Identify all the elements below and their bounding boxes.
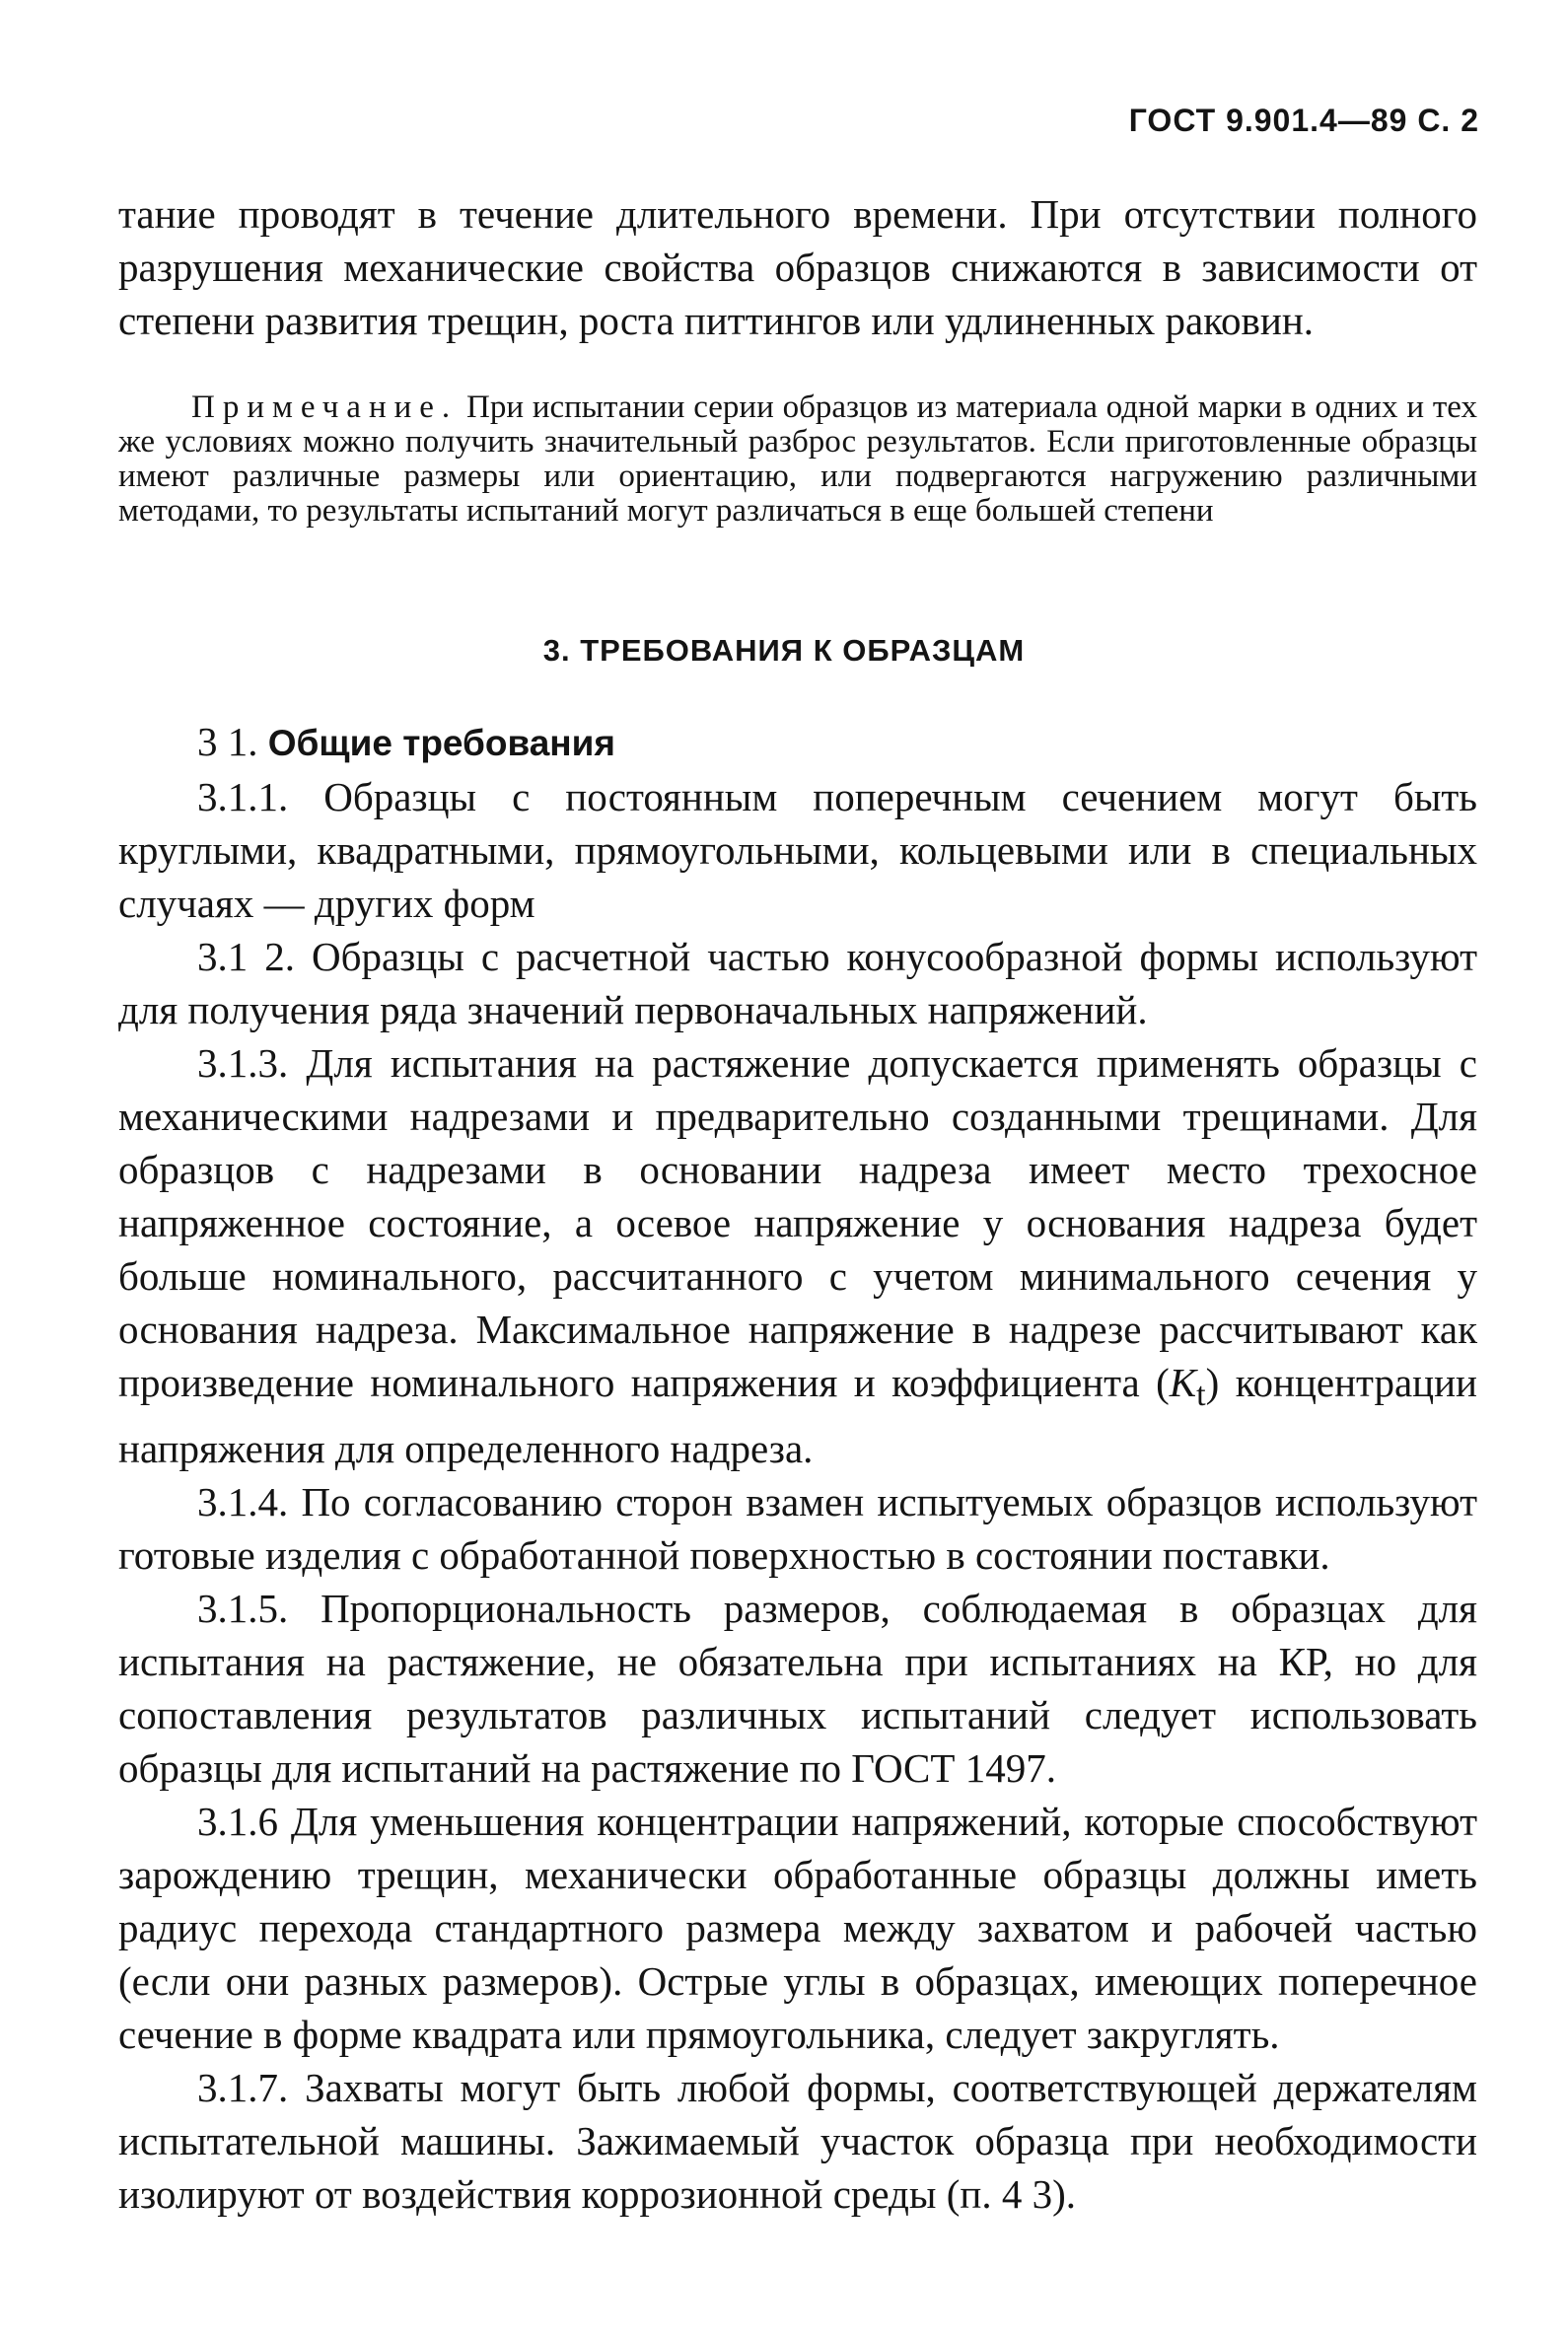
- clause-3-1-5: [118, 1582, 1477, 1795]
- clause-number: 3.1.3.: [197, 1040, 289, 1086]
- section-title: 3. ТРЕБОВАНИЯ К ОБРАЗЦАМ: [542, 633, 1026, 668]
- clause-text: Образцы с постоянным поперечным сечением могут быть круглыми, квадратными, прямоугольными, кольцевыми или в специальных случаях — других форм: [118, 774, 1477, 926]
- clause-text-part-b: ) концентрации напряжения для определенного надреза.: [118, 1360, 1478, 1472]
- intro-paragraph: тание проводят в течение длительного времени. При отсутствии полного разрушения механические свойства образцов снижаются в зависимости от степени развития трещин, роста питтингов или удлиненных раковин.: [118, 191, 1477, 343]
- note-paragraph: [118, 390, 1477, 529]
- clause-3-1-6: [118, 1795, 1477, 2061]
- clause-text: Захваты могут быть любой формы, соответствующей держателям испытательной машины. Зажимаемый участок образца при необходимости изолируют от воздействия коррозионной среды (п. 4 3).: [118, 2065, 1477, 2218]
- clause-number: 3.1.6: [197, 1799, 278, 1845]
- coefficient-subscript: t: [1196, 1377, 1206, 1414]
- note-label: Примечание.: [191, 390, 459, 425]
- clause-number: 3.1.1.: [197, 774, 289, 819]
- clause-text-part-a: Для испытания на растяжение допускается применять образцы с механическими надрезами и предварительно созданными трещинами. Для образцов с надрезами в основании надреза имеет место трехосное напряженное состояние, а осевое напряжение у основания надреза будет больше номинального, рассчитанного с учетом минимального сечения у основания надреза. Максимальное напряжение в надрезе рассчитывают как произведение номинального напряжения и коэффициента (: [118, 1040, 1478, 1405]
- coefficient-symbol: K: [1169, 1360, 1197, 1405]
- clause-3-1-4: [118, 1475, 1477, 1582]
- clause-3-1-3: [118, 1036, 1477, 1475]
- clauses-block: [118, 715, 1477, 2221]
- clause-3-1-1: [118, 770, 1477, 930]
- clause-number: 3.1.7.: [197, 2065, 289, 2111]
- clause-number: 3.1.5.: [197, 1586, 289, 1632]
- subsection-number: 3 1.: [197, 719, 258, 764]
- clause-number: 3.1 2.: [197, 934, 295, 979]
- subsection-heading: [118, 715, 1477, 770]
- clause-3-1-2: [118, 930, 1477, 1036]
- subsection-title: Общие требования: [267, 723, 615, 763]
- clause-text: Для уменьшения концентрации напряжений, которые способствуют зарождению трещин, механически обработанные образцы должны иметь радиус перехода стандартного размера между захватом и рабочей частью (если они разных размеров). Острые углы в образцах, имеющих поперечное сечение в форме квадрата или прямоугольника, следует закруглять.: [118, 1799, 1478, 2058]
- clause-3-1-7: [118, 2061, 1477, 2221]
- clause-text: По согласованию сторон взамен испытуемых образцов используют готовые изделия с обработанной поверхностью в состоянии поставки.: [118, 1479, 1478, 1579]
- clause-text: Пропорциональность размеров, соблюдаемая в образцах для испытания на растяжение, не обязательна при испытаниях на КР, но для сопоставления результатов различных испытаний следует использовать образцы для испытаний на растяжение по ГОСТ 1497.: [118, 1586, 1477, 1792]
- clause-text: Образцы с расчетной частью конусообразной формы используют для получения ряда значений первоначальных напряжений.: [118, 934, 1478, 1032]
- clause-number: 3.1.4.: [197, 1479, 289, 1525]
- page-header: ГОСТ 9.901.4—89 С. 2: [1128, 103, 1479, 138]
- note-text: При испытании серии образцов из материала одной марки в одних и тех же условиях можно получить значительный разброс результатов. Если приготовленные образцы имеют различные размеры или ориентацию, или подвергаются нагружению различными методами, то результаты испытаний могут различаться в еще большей степени: [118, 390, 1477, 529]
